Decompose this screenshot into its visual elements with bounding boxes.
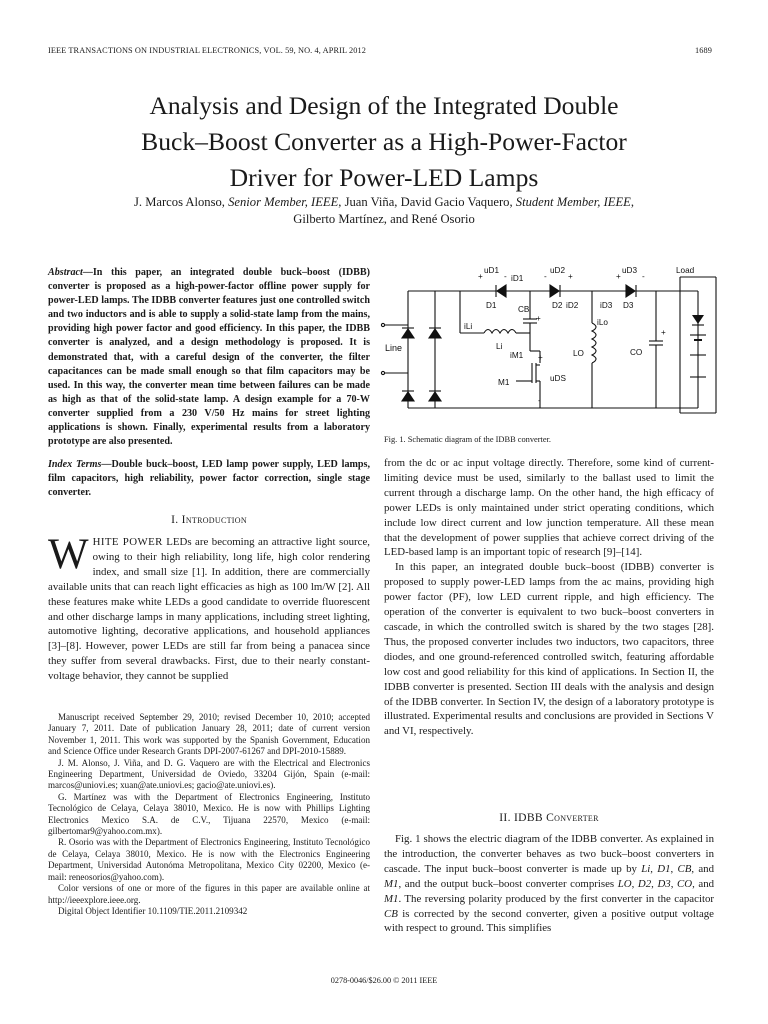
math-symbol: D2 [637,877,652,890]
text-run: , [670,862,678,875]
index-terms [48,458,370,500]
label-id1: iD1 [511,274,524,283]
footnote: Color versions of one or more of the figures in this paper are available online at http://ieeexplore.ieee.org. [48,883,370,905]
section-2-body [384,832,714,936]
label-plus: + [538,353,543,362]
figure-1-schematic [380,263,718,426]
text-run: . The reversing polarity produced by the first converter in the capacitor [398,892,714,905]
index-terms-text: —Double buck–boost, LED lamp power supply, LED lamps, film capacitors, high reliability, power factor correction, single stage converter. [48,459,370,499]
footnote: J. M. Alonso, J. Viña, and D. G. Vaquero are with the Electrical and Electronics Engineering Department, Universidad de Oviedo, 33204 Gijón, Spain (e-mail: marcos@uniovi.es; xuan@ate.uniovi.es; gacio@ate.uniovi.es). [48,757,370,791]
paper-title [40,88,728,196]
section-number: I. [171,513,182,526]
label-load: Load [676,266,695,275]
figure-caption: Fig. 1. Schematic diagram of the IDBB converter. [384,435,551,444]
author-list [40,194,728,227]
label-plus: + [478,272,483,281]
text-run: , [631,877,638,890]
text-run: , and [692,877,715,890]
math-symbol: Li [641,862,651,875]
text-run: , [650,862,658,875]
journal-info: IEEE TRANSACTIONS ON INDUSTRIAL ELECTRONICS, VOL. 59, NO. 4, APRIL 2012 [48,46,367,55]
label-ud1: uD1 [484,266,500,275]
label-d1: D1 [486,301,497,310]
introduction-body [48,531,370,684]
footnote: Digital Object Identifier 10.1109/TIE.2011.2109342 [58,905,248,916]
label-plus: + [536,314,541,323]
author-line: Gilberto Martínez, and René Osorio [293,211,475,226]
footnote: Manuscript received September 29, 2010; revised December 10, 2010; accepted January 7, 2011. Date of publication January 28, 2011; date of current version November 1, 2011. This work was supported by the Spanish Government, Education and Science Office under Research Grants DPI-2007-61267 and DPI-2010-15889. [48,712,370,757]
text-run: is corrected by the second converter, given a positive output voltage with respect to ground. This simplifies [384,907,714,935]
paragraph: from the dc or ac input voltage directly. Therefore, some kind of current-limiting device must be used, similarly to the ballast used to limit the current through a discharge lamp. On the other hand, the high efficacy of power LEDs is only maintained under strict operating conditions, which include low direct current and low junction temperature. All these mean that the development of power supplies that achieve correct driving of the LED-based lamp is an important topic of research [9]–[14]. [384,457,714,559]
label-ilo: iLo [597,318,608,327]
paragraph: In this paper, an integrated double buck–boost (IDBB) converter is proposed to supply power-LED lamps from the ac mains, providing high power factor (PF), low LED current ripple, and high efficiency. The operation of the converter is equivalent to two buck–boost converters in cascade, in which the controlled switch is shared by the two stages [28]. Thus, the proposed converter includes two inductors, two capacitors, three diodes, and one ground-referenced controlled switch, featuring affordable low cost and good reliability for this kind of applications. In Section II, the IDBB converter is presented. Section III deals with the analysis and design of the IDBB converter. In Section IV, the design of a laboratory prototype is illustrated. Experimental results and conclusions are provided in Sections V and VI, respectively. [384,561,714,738]
footnote: G. Martínez was with the Department of Electronics Engineering, Instituto Tecnológico de Celaya, Celaya 38010, Mexico. He is now with Phillips Lighting Electronics Mexico S.A. de C.V., Tijuana 22570, Mexico (e-mail: gilbertomar9@yahoo.com.mx). [48,791,370,837]
intro-lead: HITE POWER [92,536,163,548]
abstract [48,266,370,449]
math-symbol: CO [677,877,693,890]
label-plus: + [616,272,621,281]
label-line: Line [385,343,403,353]
label-uds: uDS [550,374,566,383]
section-title: Introduction [181,513,247,526]
intro-text: LEDs are becoming an attractive light source, owing to their high reliability, long life, high color rendering index, and small size [1]. In addition, there are commercially available units that can reach light efficacies as high as 100 lm/W [2]. All these features make white LEDs a good candidate to override fluorescent and other discharge lamps in many applications, including street lighting, automotive lighting, decorative applications, and household appliances [3]–[8]. However, power LEDs are still far from being a panacea since they suffer from several drawbacks. First, due to their nearly constant-voltage behavior, they cannot be supplied [48,536,370,683]
label-plus: + [661,328,666,337]
label-m1: M1 [498,378,510,387]
label-id2: iD2 [566,301,579,310]
copyright-line: 0278-0046/$26.00 © 2011 IEEE [330,976,438,985]
footnote: R. Osorio was with the Department of Electronics Engineering, Instituto Tecnológico de Celaya, Celaya 38010, Mexico. He is now with the Electronics Engineering Department, Universidad Autonóma Metropolitana, Mexico City 02200, Mexico (e-mail: reneosorios@yahoo.com). [48,837,370,882]
text-run: , [651,877,658,890]
abstract-label: Abstract [48,267,83,278]
label-minus: - [504,272,507,281]
math-symbol: CB [384,907,398,920]
right-column-body [384,456,714,739]
author-line [40,194,728,211]
author-name: J. Marcos Alonso, [134,195,229,209]
label-co: CO [630,348,643,357]
section-heading-introduction [48,513,370,526]
math-symbol: CB [677,862,692,875]
label-lo: LO [573,349,584,358]
paragraph [384,832,714,936]
footnotes [48,712,370,917]
drop-cap: W [48,531,89,578]
label-im1: iM1 [510,351,524,360]
label-ud2: uD2 [550,266,566,275]
author-separator: , [630,195,634,209]
author-membership: Senior Member, IEEE [228,195,339,209]
text-run: , [670,877,678,890]
running-header [48,46,712,55]
label-li: Li [496,342,503,351]
author-name: , Juan Viña, David Gacio Vaquero, [338,195,516,209]
title-line: Buck–Boost Converter as a High-Power-Factor [141,127,627,156]
label-ud3: uD3 [622,266,638,275]
label-minus: - [642,272,645,281]
page-number: 1689 [695,46,712,55]
circuit-diagram [380,263,718,426]
label-minus: - [544,272,547,281]
label-cb: CB [518,305,530,314]
label-ili: iLi [464,322,473,331]
section-number: II. IDBB [499,811,547,824]
index-terms-label: Index Terms [48,459,102,470]
title-line: Driver for Power-LED Lamps [229,163,539,192]
text-run: , and [691,862,715,875]
title-line: Analysis and Design of the Integrated Double [149,91,619,120]
label-plus: + [568,272,573,281]
section-title: Converter [546,811,599,824]
math-symbol: D3 [657,877,671,890]
text-run: Fig. 1 shows the electric diagram of the IDBB converter. As explained in the introduction, the converter behaves as two buck–boost converters in cascade. The input buck–boost converter is made up by [384,833,714,875]
abstract-text: —In this paper, an integrated double buck–boost (IDBB) converter is proposed as a high-power-factor offline power supply for power-LED lamps. The IDBB converter features just one controlled switch and two inductors and is able to supply a solid-state lamp from the mains, providing high power factor and good efficiency. In this paper, the IDBB converter is analyzed, and a design methodology is proposed. It is demonstrated that, with a careful design of the converter, the filter capacitances can be made small enough so that film capacitors may be used. In this way, the converter mean time between failures can be made as high as that of the solid-state lamp. A design example for a 70-W converter supplied from a 230 V/50 Hz mains for street lighting applications is shown. Finally, experimental results from a laboratory prototype are also presented. [48,267,370,448]
math-symbol: LO [617,877,632,890]
label-d2: D2 [552,301,563,310]
label-id3: iD3 [600,301,613,310]
math-symbol: D1 [657,862,671,875]
section-heading-idbb-converter [384,811,714,824]
label-d3: D3 [623,301,634,310]
math-symbol: M1 [384,877,399,890]
label-minus: - [538,396,541,405]
author-membership: Student Member, IEEE [515,195,631,209]
math-symbol: M1 [384,892,399,905]
text-run: , and the output buck–boost converter comprises [398,877,618,890]
